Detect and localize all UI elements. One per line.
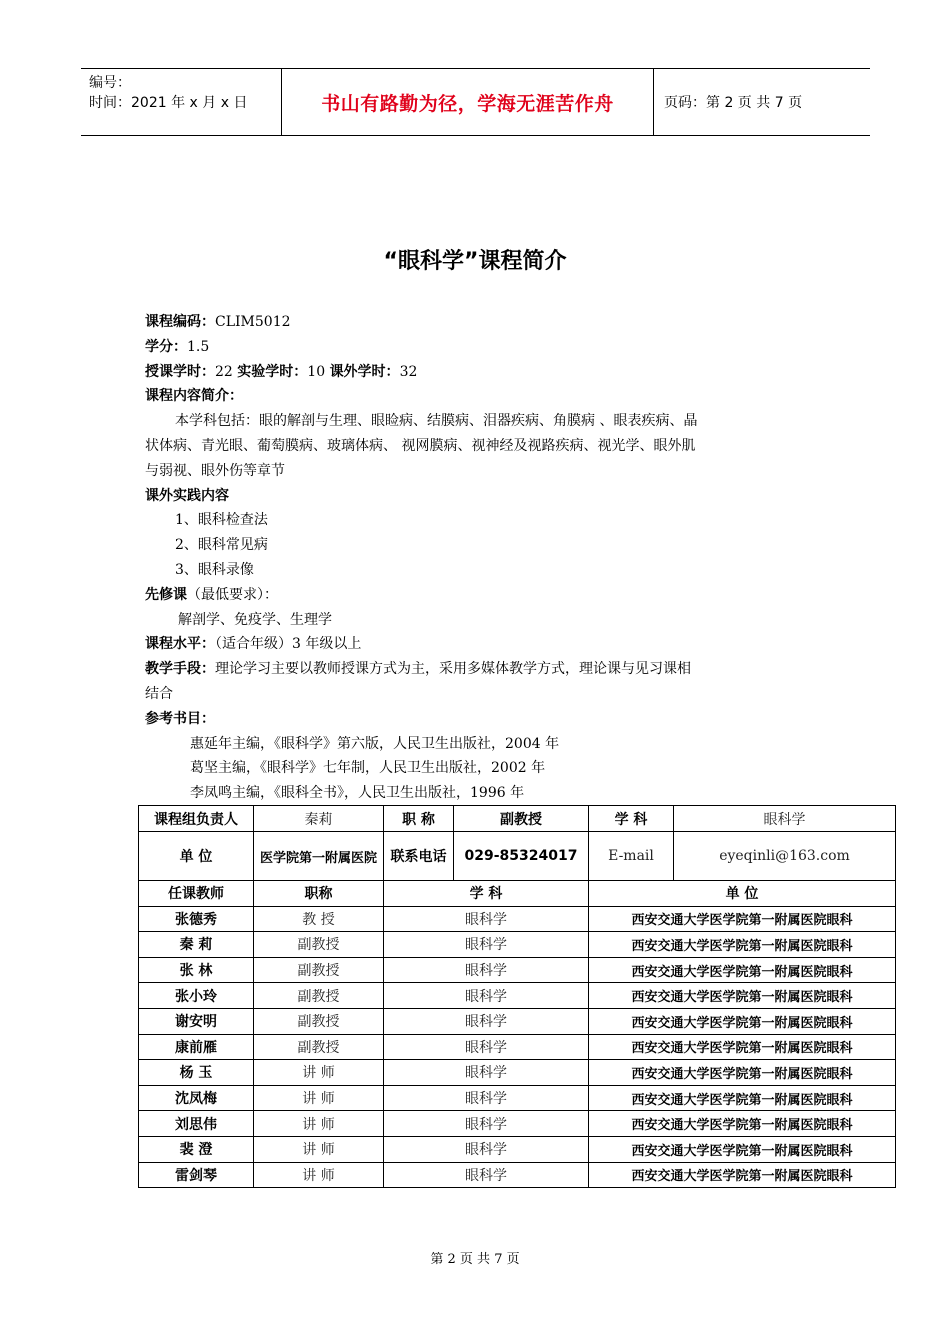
reference-1: 惠延年主编，《眼科学》第六版，人民卫生出版社，2004 年 xyxy=(190,735,560,752)
reference-3: 李凤鸣主编，《眼科全书》，人民卫生出版社，1996 年 xyxy=(190,785,525,802)
teacher-title: 副教授 xyxy=(254,1034,384,1060)
content-line-2: 状体病、青光眼、葡萄膜病、玻璃体病、 视网膜病、视神经及视路疾病、视光学、眼外肌 xyxy=(145,437,696,454)
lecture-hours-value: 22 xyxy=(215,363,233,380)
method-line xyxy=(145,657,815,682)
teacher-name: 刘思伟 xyxy=(139,1111,254,1137)
content-line-3: 与弱视、眼外伤等章节 xyxy=(145,462,285,479)
teacher-unit: 西安交通大学医学院第一附属医院眼科 xyxy=(589,1162,896,1188)
hours-line xyxy=(145,360,815,385)
leader-subject-label: 学 科 xyxy=(589,806,674,832)
table-row xyxy=(139,1008,896,1034)
teacher-unit: 西安交通大学医学院第一附属医院眼科 xyxy=(589,1008,896,1034)
teacher-name: 张德秀 xyxy=(139,906,254,932)
teacher-unit: 西安交通大学医学院第一附属医院眼科 xyxy=(589,1111,896,1137)
page-header xyxy=(81,68,870,136)
teacher-subject: 眼科学 xyxy=(384,983,589,1009)
teacher-rows xyxy=(139,906,896,1188)
teacher-name: 裴 澄 xyxy=(139,1136,254,1162)
prereq-label: 先修课 xyxy=(145,586,187,603)
teacher-title: 副教授 xyxy=(254,983,384,1009)
teacher-subject: 眼科学 xyxy=(384,1060,589,1086)
teacher-name: 康前雁 xyxy=(139,1034,254,1060)
leader-label: 课程组负责人 xyxy=(139,806,254,832)
teacher-subject: 眼科学 xyxy=(384,906,589,932)
teacher-name: 雷剑琴 xyxy=(139,1162,254,1188)
teacher-subject: 眼科学 xyxy=(384,1034,589,1060)
lab-hours-value: 10 xyxy=(307,363,326,380)
col-subject: 学 科 xyxy=(384,881,589,907)
content-line-1: 本学科包括：眼的解剖与生理、眼睑病、结膜病、泪器疾病、角膜病 、眼表疾病、晶 xyxy=(175,413,698,430)
teacher-subject: 眼科学 xyxy=(384,957,589,983)
teacher-title: 教 授 xyxy=(254,906,384,932)
method-value: 理论学习主要以教师授课方式为主，采用多媒体教学方式，理论课与见习课相 xyxy=(215,661,691,678)
table-row xyxy=(139,1034,896,1060)
teacher-unit: 西安交通大学医学院第一附属医院眼科 xyxy=(589,906,896,932)
email-value: eyeqinli@163.com xyxy=(674,832,896,881)
course-code-label: 课程编码： xyxy=(145,314,215,330)
level-value: （适合年级）3 年级以上 xyxy=(215,636,362,653)
teacher-name: 谢安明 xyxy=(139,1008,254,1034)
reference-2: 葛坚主编，《眼科学》七年制，人民卫生出版社，2002 年 xyxy=(190,760,546,777)
teacher-name: 秦 莉 xyxy=(139,932,254,958)
lecture-hours-label: 授课学时： xyxy=(145,363,215,380)
course-code-line xyxy=(145,310,815,335)
header-number: 编号： xyxy=(89,75,131,91)
teacher-name: 张 林 xyxy=(139,957,254,983)
teacher-unit: 西安交通大学医学院第一附属医院眼科 xyxy=(589,1060,896,1086)
teacher-unit: 西安交通大学医学院第一附属医院眼科 xyxy=(589,983,896,1009)
header-page: 页码：第 2 页 共 7 页 xyxy=(664,95,803,111)
page-footer: 第 2 页 共 7 页 xyxy=(430,1252,520,1267)
teacher-name: 沈凤梅 xyxy=(139,1085,254,1111)
method-label: 教学手段： xyxy=(145,661,215,678)
table-row xyxy=(139,1136,896,1162)
teacher-title: 讲 师 xyxy=(254,1060,384,1086)
prereq-line xyxy=(145,583,815,608)
table-row xyxy=(139,983,896,1009)
leader-subject-value: 眼科学 xyxy=(674,806,896,832)
header-motto: 书山有路勤为径，学海无涯苦作舟 xyxy=(281,69,654,135)
contact-value: 029-85324017 xyxy=(454,832,589,881)
teacher-title: 讲 师 xyxy=(254,1162,384,1188)
header-meta xyxy=(81,69,281,135)
level-line xyxy=(145,632,815,657)
table-row xyxy=(139,1162,896,1188)
email-label: E-mail xyxy=(589,832,674,881)
col-title: 职称 xyxy=(254,881,384,907)
table-row xyxy=(139,1060,896,1086)
teacher-title: 副教授 xyxy=(254,957,384,983)
table-row xyxy=(139,1111,896,1137)
faculty-table xyxy=(138,805,896,1188)
teacher-title: 讲 师 xyxy=(254,1085,384,1111)
teacher-title: 讲 师 xyxy=(254,1111,384,1137)
teacher-unit: 西安交通大学医学院第一附属医院眼科 xyxy=(589,957,896,983)
table-row xyxy=(139,906,896,932)
teacher-subject: 眼科学 xyxy=(384,1162,589,1188)
teacher-header-row xyxy=(139,881,896,907)
practice-item-3: 3、眼科录像 xyxy=(175,561,254,578)
leader-name: 秦莉 xyxy=(254,806,384,832)
content-heading: 课程内容简介： xyxy=(145,388,243,405)
teacher-name: 杨 玉 xyxy=(139,1060,254,1086)
credit-line xyxy=(145,335,815,360)
teacher-title: 副教授 xyxy=(254,932,384,958)
practice-item-1: 1、眼科检查法 xyxy=(175,512,268,529)
teacher-unit: 西安交通大学医学院第一附属医院眼科 xyxy=(589,932,896,958)
leader-title-value: 副教授 xyxy=(454,806,589,832)
document-title: “眼科学”课程简介 xyxy=(383,249,567,274)
teacher-subject: 眼科学 xyxy=(384,1085,589,1111)
teacher-subject: 眼科学 xyxy=(384,1136,589,1162)
lab-hours-label: 实验学时： xyxy=(237,363,308,380)
credit-label: 学分： xyxy=(145,338,187,355)
leader-title-label: 职 称 xyxy=(384,806,454,832)
teacher-unit: 西安交通大学医学院第一附属医院眼科 xyxy=(589,1136,896,1162)
teacher-subject: 眼科学 xyxy=(384,1008,589,1034)
practice-heading: 课外实践内容 xyxy=(145,487,229,504)
table-row xyxy=(139,957,896,983)
teacher-name: 张小玲 xyxy=(139,983,254,1009)
teacher-title: 讲 师 xyxy=(254,1136,384,1162)
teacher-unit: 西安交通大学医学院第一附属医院眼科 xyxy=(589,1034,896,1060)
references-heading: 参考书目： xyxy=(145,710,215,727)
unit-value: 医学院第一附属医院 xyxy=(254,832,384,881)
course-description xyxy=(145,310,815,806)
teacher-title: 副教授 xyxy=(254,1008,384,1034)
extra-hours-label: 课外学时： xyxy=(329,363,400,380)
level-label: 课程水平： xyxy=(145,636,215,653)
method-line-2: 结合 xyxy=(145,685,173,702)
unit-label: 单 位 xyxy=(139,832,254,881)
prereq-value: 解剖学、免疫学、生理学 xyxy=(178,611,332,628)
teacher-unit: 西安交通大学医学院第一附属医院眼科 xyxy=(589,1085,896,1111)
col-teacher: 任课教师 xyxy=(139,881,254,907)
extra-hours-value: 32 xyxy=(399,363,418,380)
col-unit: 单 位 xyxy=(589,881,896,907)
header-time: 时间：2021 年 x 月 x 日 xyxy=(89,95,248,111)
contact-row xyxy=(139,832,896,881)
teacher-subject: 眼科学 xyxy=(384,1111,589,1137)
table-row xyxy=(139,932,896,958)
credit-value: 1.5 xyxy=(187,338,210,355)
practice-item-2: 2、眼科常见病 xyxy=(175,537,268,554)
leader-row xyxy=(139,806,896,832)
teacher-subject: 眼科学 xyxy=(384,932,589,958)
course-code-value: CLIM5012 xyxy=(215,314,291,330)
prereq-note: （最低要求）： xyxy=(187,586,278,603)
table-row xyxy=(139,1085,896,1111)
contact-label: 联系电话 xyxy=(384,832,454,881)
